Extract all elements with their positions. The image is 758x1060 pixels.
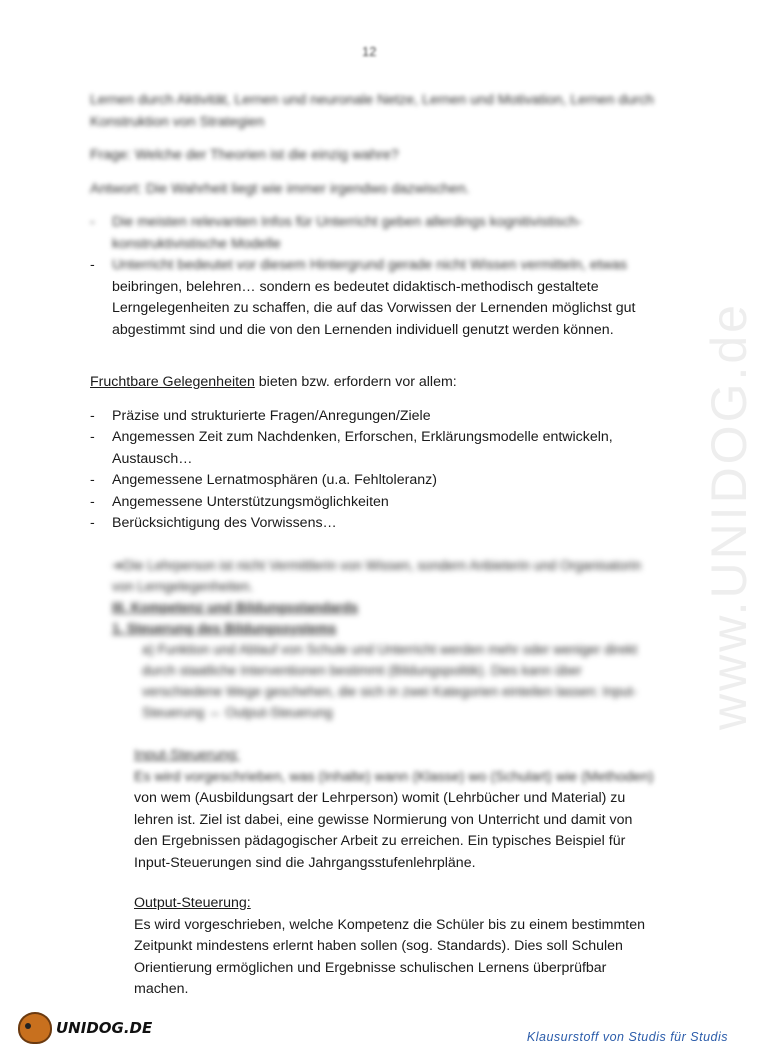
top-bullet-list (90, 212, 660, 341)
output-heading: Output-Steuerung: (134, 895, 251, 911)
blurred-question: Frage: Welche der Theorien ist die einzig wahre? (90, 147, 399, 163)
list-item: - Angemessene Unterstützungsmöglichkeiten (90, 492, 660, 514)
fruitful-rest: bieten bzw. erfordern vor allem: (254, 374, 457, 390)
blurred-section-heading: III. Kompetenz und Bildungsstandards (112, 600, 359, 615)
list-item: - Berücksichtigung des Vorwissens… (90, 513, 660, 535)
footer-tagline: Klausurstoff von Studis für Studis (526, 1030, 728, 1044)
watermark: www.UNIDOG.de (701, 302, 757, 730)
list-item: - Angemessen Zeit zum Nachdenken, Erforschen, Erklärungsmodelle entwickeln, Austausch… (90, 427, 660, 470)
output-steering-section (134, 893, 659, 1001)
fruitful-intro (90, 372, 660, 394)
blurred-bullet-start: - Unterricht bedeutet vor diesem Hintergrund gerade nicht Wissen vermitteln, etwas (112, 257, 627, 273)
list-item: - Angemessene Lernatmosphären (u.a. Fehltoleranz) (90, 470, 660, 492)
logo-text: UNIDOG.DE (56, 1019, 153, 1037)
list-item: - Präzise und strukturierte Fragen/Anregungen/Ziele (90, 406, 660, 428)
blurred-input-line: Es wird vorgeschrieben, was (Inhalte) wann (Klasse) wo (Schulart) wie (Methoden) (134, 768, 654, 785)
input-steering-text: von wem (Ausbildungsart der Lehrperson) womit (Lehrbücher und Material) zu lehren ist. Ziel ist dabei, eine gewisse Normierung von Unterricht und damit von den Ergebnissen pädagogischer Arbeit zu erreichen. Ein typisches Beispiel für Input-Steuerungen sind die Jahrgangsstufenlehrpläne. (134, 790, 633, 871)
bullet-teaching-text: beibringen, belehren… sondern es bedeutet didaktisch-methodisch gestaltete Lerngelegenheiten zu schaffen, die auf das Vorwissen der Lernenden möglichst gut abgestimmt sind und die von den Lernenden individuell genutzt werden können. (112, 278, 636, 338)
dog-icon (18, 1012, 52, 1044)
blurred-line-strategies: Lernen durch Aktivität, Lernen und neuronale Netze, Lernen und Motivation, Lernen durch Konstruktion von Strategien (90, 92, 654, 130)
blurred-paragraph-a: a) Funktion und Ablauf von Schule und Unterricht werden mehr oder weniger direkt durch staatliche Interventionen bestimmt (Bildungspolitik). Dies kann über verschiedene Wege geschehen, die sich in zwei Kategorien einteilen lassen: Input-Steuerung ⇔ Output-Steuerung (142, 642, 638, 720)
fruitful-section (90, 372, 660, 535)
unidog-logo[interactable] (18, 1012, 152, 1044)
blurred-middle-section (112, 555, 657, 723)
blurred-answer: Antwort: Die Wahrheit liegt wie immer irgendwo dazwischen. (90, 180, 470, 197)
fruitful-list (90, 406, 660, 535)
blurred-input-heading: Input-Steuerung: (134, 747, 240, 763)
blurred-arrow-line: ➔Die Lehrperson ist nicht Vermittlerin von Wissen, sondern Anbieterin und Organisatorin von Lerngelegenheiten. (112, 558, 642, 594)
fruitful-underlined: Fruchtbare Gelegenheiten (90, 374, 255, 390)
blurred-bullet-models: - Die meisten relevanten Infos für Unterricht geben allerdings kognitivistisch-konstruktivistische Modelle (90, 212, 660, 255)
bullet-teaching (90, 255, 660, 341)
input-steering-section (134, 745, 659, 874)
blurred-sub-heading: 1. Steuerung des Bildungssystems (112, 621, 337, 636)
top-section (90, 90, 660, 341)
page-number: 12 (362, 44, 377, 59)
output-text: Es wird vorgeschrieben, welche Kompetenz die Schüler bis zu einem bestimmten Zeitpunkt mindestens erlernt haben sollen (sog. Standards). Dies soll Schulen Orientierung ermöglichen und Ergebnisse schulischen Lernens überprüfbar machen. (134, 916, 645, 997)
